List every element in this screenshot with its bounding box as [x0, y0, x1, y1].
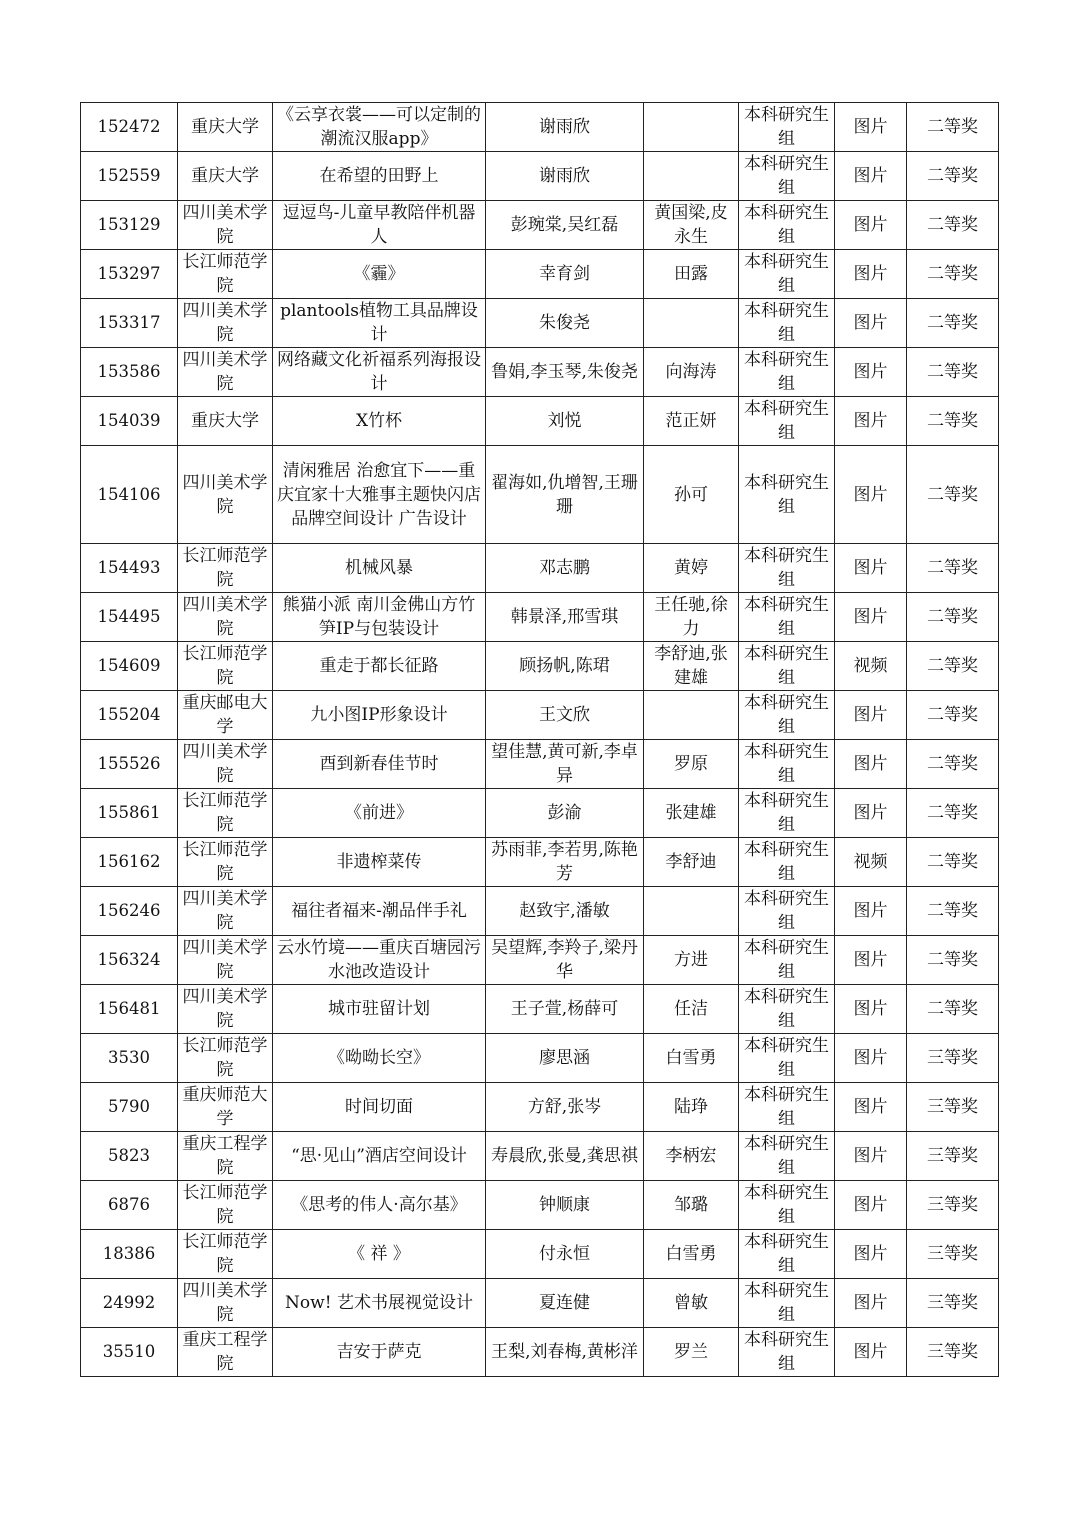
school-cell: 四川美术学院	[178, 985, 273, 1034]
authors-cell: 王子萱,杨薛可	[486, 985, 644, 1034]
award-cell: 二等奖	[907, 985, 999, 1034]
authors-cell: 望佳慧,黄可新,李卓异	[486, 740, 644, 789]
award-cell: 三等奖	[907, 1328, 999, 1377]
work-type-cell: 图片	[835, 936, 907, 985]
work-title-cell: plantools植物工具品牌设计	[273, 299, 486, 348]
entry-id-cell: 152559	[81, 152, 178, 201]
table-row	[81, 1034, 999, 1083]
work-title-cell: X竹杯	[273, 397, 486, 446]
work-title-cell: 福往者福来-潮品伴手礼	[273, 887, 486, 936]
authors-cell: 彭琬棠,吴红磊	[486, 201, 644, 250]
advisor-cell: 邹璐	[644, 1181, 739, 1230]
school-cell: 四川美术学院	[178, 348, 273, 397]
school-cell: 长江师范学院	[178, 1181, 273, 1230]
group-cell: 本科研究生组	[739, 936, 835, 985]
entry-id-cell: 152472	[81, 103, 178, 152]
school-cell: 四川美术学院	[178, 740, 273, 789]
work-type-cell: 图片	[835, 789, 907, 838]
authors-cell: 方舒,张岑	[486, 1083, 644, 1132]
authors-cell: 彭渝	[486, 789, 644, 838]
authors-cell: 鲁娟,李玉琴,朱俊尧	[486, 348, 644, 397]
award-cell: 二等奖	[907, 642, 999, 691]
group-cell: 本科研究生组	[739, 544, 835, 593]
work-type-cell: 图片	[835, 1279, 907, 1328]
award-cell: 三等奖	[907, 1083, 999, 1132]
advisor-cell	[644, 299, 739, 348]
entry-id-cell: 35510	[81, 1328, 178, 1377]
work-type-cell: 图片	[835, 1132, 907, 1181]
advisor-cell: 田露	[644, 250, 739, 299]
award-cell: 二等奖	[907, 201, 999, 250]
work-type-cell: 视频	[835, 838, 907, 887]
table-row	[81, 1181, 999, 1230]
group-cell: 本科研究生组	[739, 838, 835, 887]
group-cell: 本科研究生组	[739, 152, 835, 201]
group-cell: 本科研究生组	[739, 250, 835, 299]
award-cell: 二等奖	[907, 103, 999, 152]
table-row	[81, 593, 999, 642]
group-cell: 本科研究生组	[739, 103, 835, 152]
school-cell: 重庆师范大学	[178, 1083, 273, 1132]
entry-id-cell: 153297	[81, 250, 178, 299]
advisor-cell: 黄婷	[644, 544, 739, 593]
authors-cell: 吴望辉,李羚子,梁丹华	[486, 936, 644, 985]
school-cell: 四川美术学院	[178, 201, 273, 250]
work-title-cell: 熊猫小派 南川金佛山方竹笋IP与包装设计	[273, 593, 486, 642]
table-row	[81, 838, 999, 887]
work-type-cell: 图片	[835, 103, 907, 152]
award-cell: 二等奖	[907, 691, 999, 740]
work-type-cell: 图片	[835, 446, 907, 544]
group-cell: 本科研究生组	[739, 1279, 835, 1328]
school-cell: 四川美术学院	[178, 299, 273, 348]
work-title-cell: 《呦呦长空》	[273, 1034, 486, 1083]
entry-id-cell: 156162	[81, 838, 178, 887]
table-row	[81, 789, 999, 838]
work-title-cell: 云水竹境——重庆百塘园污水池改造设计	[273, 936, 486, 985]
group-cell: 本科研究生组	[739, 593, 835, 642]
group-cell: 本科研究生组	[739, 691, 835, 740]
entry-id-cell: 156246	[81, 887, 178, 936]
advisor-cell	[644, 152, 739, 201]
award-cell: 三等奖	[907, 1132, 999, 1181]
table-row	[81, 152, 999, 201]
authors-cell: 翟海如,仇增智,王珊珊	[486, 446, 644, 544]
school-cell: 长江师范学院	[178, 838, 273, 887]
authors-cell: 刘悦	[486, 397, 644, 446]
work-type-cell: 图片	[835, 397, 907, 446]
work-type-cell: 图片	[835, 201, 907, 250]
entry-id-cell: 156481	[81, 985, 178, 1034]
advisor-cell	[644, 691, 739, 740]
entry-id-cell: 153586	[81, 348, 178, 397]
award-cell: 三等奖	[907, 1279, 999, 1328]
entry-id-cell: 24992	[81, 1279, 178, 1328]
school-cell: 长江师范学院	[178, 789, 273, 838]
group-cell: 本科研究生组	[739, 740, 835, 789]
school-cell: 重庆工程学院	[178, 1328, 273, 1377]
work-title-cell: Now! 艺术书展视觉设计	[273, 1279, 486, 1328]
school-cell: 四川美术学院	[178, 936, 273, 985]
authors-cell: 寿晨欣,张曼,龚思祺	[486, 1132, 644, 1181]
advisor-cell: 任洁	[644, 985, 739, 1034]
table-row	[81, 985, 999, 1034]
advisor-cell: 罗原	[644, 740, 739, 789]
group-cell: 本科研究生组	[739, 201, 835, 250]
authors-cell: 赵致宇,潘敏	[486, 887, 644, 936]
award-cell: 二等奖	[907, 544, 999, 593]
school-cell: 重庆邮电大学	[178, 691, 273, 740]
award-cell: 二等奖	[907, 446, 999, 544]
work-type-cell: 图片	[835, 348, 907, 397]
work-type-cell: 图片	[835, 740, 907, 789]
award-cell: 二等奖	[907, 887, 999, 936]
authors-cell: 幸育剑	[486, 250, 644, 299]
work-title-cell: 九小图IP形象设计	[273, 691, 486, 740]
award-cell: 三等奖	[907, 1034, 999, 1083]
work-title-cell: 逗逗鸟-儿童早教陪伴机器人	[273, 201, 486, 250]
group-cell: 本科研究生组	[739, 1230, 835, 1279]
school-cell: 重庆大学	[178, 152, 273, 201]
work-type-cell: 图片	[835, 1230, 907, 1279]
entry-id-cell: 5790	[81, 1083, 178, 1132]
award-cell: 二等奖	[907, 593, 999, 642]
table-row	[81, 1083, 999, 1132]
awards-table-body	[81, 103, 999, 1377]
advisor-cell: 黄国梁,皮永生	[644, 201, 739, 250]
group-cell: 本科研究生组	[739, 397, 835, 446]
group-cell: 本科研究生组	[739, 299, 835, 348]
group-cell: 本科研究生组	[739, 789, 835, 838]
award-cell: 二等奖	[907, 838, 999, 887]
table-row	[81, 299, 999, 348]
work-title-cell: 清闲雅居 治愈宜下——重庆宜家十大雅事主题快闪店 品牌空间设计 广告设计	[273, 446, 486, 544]
entry-id-cell: 3530	[81, 1034, 178, 1083]
entry-id-cell: 154106	[81, 446, 178, 544]
work-title-cell: 《思考的伟人·高尔基》	[273, 1181, 486, 1230]
advisor-cell: 曾敏	[644, 1279, 739, 1328]
authors-cell: 廖思涵	[486, 1034, 644, 1083]
advisor-cell: 李舒迪,张建雄	[644, 642, 739, 691]
entry-id-cell: 155526	[81, 740, 178, 789]
table-row	[81, 397, 999, 446]
entry-id-cell: 6876	[81, 1181, 178, 1230]
table-row	[81, 887, 999, 936]
work-type-cell: 图片	[835, 250, 907, 299]
table-row	[81, 1132, 999, 1181]
table-row	[81, 103, 999, 152]
school-cell: 长江师范学院	[178, 642, 273, 691]
work-title-cell: 重走于都长征路	[273, 642, 486, 691]
advisor-cell: 张建雄	[644, 789, 739, 838]
group-cell: 本科研究生组	[739, 1083, 835, 1132]
school-cell: 重庆大学	[178, 397, 273, 446]
work-title-cell: 吉安于萨克	[273, 1328, 486, 1377]
entry-id-cell: 153129	[81, 201, 178, 250]
awards-table	[80, 102, 999, 1377]
authors-cell: 付永恒	[486, 1230, 644, 1279]
entry-id-cell: 154493	[81, 544, 178, 593]
work-type-cell: 图片	[835, 691, 907, 740]
authors-cell: 王梨,刘春梅,黄彬洋	[486, 1328, 644, 1377]
work-type-cell: 图片	[835, 1083, 907, 1132]
entry-id-cell: 155204	[81, 691, 178, 740]
school-cell: 重庆工程学院	[178, 1132, 273, 1181]
authors-cell: 苏雨菲,李若男,陈艳芳	[486, 838, 644, 887]
award-cell: 三等奖	[907, 1230, 999, 1279]
school-cell: 长江师范学院	[178, 1230, 273, 1279]
award-cell: 二等奖	[907, 936, 999, 985]
table-row	[81, 936, 999, 985]
entry-id-cell: 154495	[81, 593, 178, 642]
table-row	[81, 1230, 999, 1279]
group-cell: 本科研究生组	[739, 985, 835, 1034]
advisor-cell: 白雪勇	[644, 1034, 739, 1083]
work-title-cell: 在希望的田野上	[273, 152, 486, 201]
work-type-cell: 图片	[835, 152, 907, 201]
table-row	[81, 446, 999, 544]
authors-cell: 韩景泽,邢雪琪	[486, 593, 644, 642]
group-cell: 本科研究生组	[739, 348, 835, 397]
award-cell: 二等奖	[907, 299, 999, 348]
table-row	[81, 691, 999, 740]
work-type-cell: 图片	[835, 544, 907, 593]
work-type-cell: 图片	[835, 299, 907, 348]
table-row	[81, 250, 999, 299]
table-row	[81, 348, 999, 397]
group-cell: 本科研究生组	[739, 1328, 835, 1377]
work-title-cell: 酉到新春佳节时	[273, 740, 486, 789]
school-cell: 四川美术学院	[178, 446, 273, 544]
entry-id-cell: 18386	[81, 1230, 178, 1279]
advisor-cell: 罗兰	[644, 1328, 739, 1377]
advisor-cell	[644, 103, 739, 152]
school-cell: 四川美术学院	[178, 1279, 273, 1328]
award-cell: 二等奖	[907, 250, 999, 299]
advisor-cell: 范正妍	[644, 397, 739, 446]
work-type-cell: 图片	[835, 1181, 907, 1230]
work-title-cell: “思·见山”酒店空间设计	[273, 1132, 486, 1181]
entry-id-cell: 156324	[81, 936, 178, 985]
award-cell: 二等奖	[907, 789, 999, 838]
school-cell: 四川美术学院	[178, 593, 273, 642]
school-cell: 长江师范学院	[178, 1034, 273, 1083]
school-cell: 重庆大学	[178, 103, 273, 152]
entry-id-cell: 154609	[81, 642, 178, 691]
work-title-cell: 网络藏文化祈福系列海报设计	[273, 348, 486, 397]
work-type-cell: 图片	[835, 887, 907, 936]
entry-id-cell: 155861	[81, 789, 178, 838]
work-title-cell: 《云享衣裳——可以定制的潮流汉服app》	[273, 103, 486, 152]
authors-cell: 谢雨欣	[486, 152, 644, 201]
table-row	[81, 201, 999, 250]
work-title-cell: 《前进》	[273, 789, 486, 838]
advisor-cell: 陆琤	[644, 1083, 739, 1132]
school-cell: 长江师范学院	[178, 250, 273, 299]
work-type-cell: 图片	[835, 593, 907, 642]
table-row	[81, 1279, 999, 1328]
table-row	[81, 740, 999, 789]
group-cell: 本科研究生组	[739, 1132, 835, 1181]
work-title-cell: 机械风暴	[273, 544, 486, 593]
award-cell: 二等奖	[907, 348, 999, 397]
table-row	[81, 544, 999, 593]
award-cell: 二等奖	[907, 152, 999, 201]
entry-id-cell: 154039	[81, 397, 178, 446]
group-cell: 本科研究生组	[739, 887, 835, 936]
authors-cell: 钟顺康	[486, 1181, 644, 1230]
school-cell: 四川美术学院	[178, 887, 273, 936]
authors-cell: 谢雨欣	[486, 103, 644, 152]
table-row	[81, 642, 999, 691]
work-title-cell: 时间切面	[273, 1083, 486, 1132]
authors-cell: 王文欣	[486, 691, 644, 740]
advisor-cell: 王任驰,徐力	[644, 593, 739, 642]
advisor-cell: 方进	[644, 936, 739, 985]
advisor-cell	[644, 887, 739, 936]
advisor-cell: 李柄宏	[644, 1132, 739, 1181]
work-title-cell: 城市驻留计划	[273, 985, 486, 1034]
award-cell: 二等奖	[907, 397, 999, 446]
authors-cell: 夏连健	[486, 1279, 644, 1328]
award-cell: 二等奖	[907, 740, 999, 789]
work-type-cell: 图片	[835, 985, 907, 1034]
entry-id-cell: 5823	[81, 1132, 178, 1181]
work-title-cell: 非遗榨菜传	[273, 838, 486, 887]
work-type-cell: 图片	[835, 1034, 907, 1083]
authors-cell: 邓志鹏	[486, 544, 644, 593]
group-cell: 本科研究生组	[739, 446, 835, 544]
authors-cell: 顾扬帆,陈珺	[486, 642, 644, 691]
group-cell: 本科研究生组	[739, 1181, 835, 1230]
work-type-cell: 图片	[835, 1328, 907, 1377]
advisor-cell: 李舒迪	[644, 838, 739, 887]
school-cell: 长江师范学院	[178, 544, 273, 593]
work-title-cell: 《霾》	[273, 250, 486, 299]
advisor-cell: 孙可	[644, 446, 739, 544]
advisor-cell: 白雪勇	[644, 1230, 739, 1279]
authors-cell: 朱俊尧	[486, 299, 644, 348]
work-title-cell: 《 祥 》	[273, 1230, 486, 1279]
table-row	[81, 1328, 999, 1377]
group-cell: 本科研究生组	[739, 642, 835, 691]
advisor-cell: 向海涛	[644, 348, 739, 397]
award-cell: 三等奖	[907, 1181, 999, 1230]
work-type-cell: 视频	[835, 642, 907, 691]
entry-id-cell: 153317	[81, 299, 178, 348]
group-cell: 本科研究生组	[739, 1034, 835, 1083]
